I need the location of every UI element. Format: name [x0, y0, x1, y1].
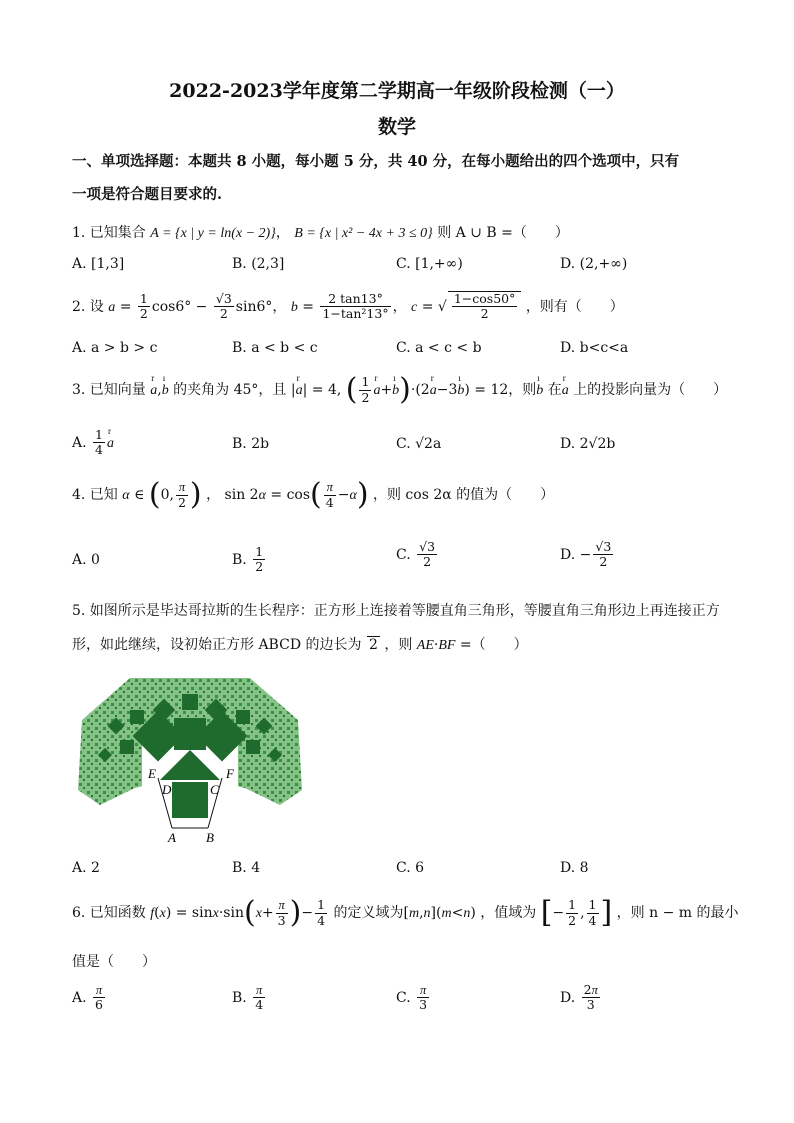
q5-option-d[interactable]: D. 8 — [560, 860, 589, 876]
q2-option-b[interactable]: B. a < b < c — [232, 340, 318, 356]
q6-option-c[interactable]: C. $\frac{\pi}{3}$ — [396, 983, 428, 1013]
q3-option-a[interactable]: A. $\frac{1}{4}$ r a — [72, 428, 114, 458]
figure-label-d: D — [162, 782, 172, 797]
question-3-stem: 3. 已知向量 r a,ı b 的夹角为 45°，且 |r a| = 4, ( $\frac{1}{2}$ r a+ı b)·(2r a−3ı b) = 12，则ı b 在r a 上的投影向量为（ ） — [72, 375, 727, 405]
question-6-stem: 6. 已知函数 f(x) = sinx·sin(x+ $\frac{\pi}{3}$ )− $\frac{1}{4}$ 的定义域为[m,n](m<n) ，值域为 [− $\frac{1}{2}$ , $\frac{1}{4}$ ] ，则 n − m 的最小 — [72, 895, 739, 930]
question-5-line2: 形，如此继续，设初始正方形 ABCD 的边长为 2 ，则 AE·BF =（ ） — [72, 637, 528, 653]
figure-label-e: E — [148, 766, 156, 781]
q1-option-b[interactable]: B. (2,3] — [232, 256, 285, 272]
q1-option-c[interactable]: C. [1,+∞) — [396, 256, 463, 272]
section-heading-line2: 一项是符合题目要求的. — [72, 186, 223, 203]
q1-option-a[interactable]: A. [1,3] — [72, 256, 125, 272]
q4-option-a[interactable]: A. 0 — [72, 552, 100, 568]
q2-option-d[interactable]: D. b<c<a — [560, 340, 629, 356]
q6-option-d[interactable]: D. $\frac{2\pi}{3}$ — [560, 982, 598, 1013]
q6-option-a[interactable]: A. $\frac{\pi}{6}$ — [72, 983, 103, 1013]
question-1-stem: 1. 已知集合 A = {x | y = ln(x − 2)}， B = {x | x² − 4x + 3 ≤ 0} 则 A ∪ B =（ ） — [72, 225, 569, 241]
q3-option-b[interactable]: B. 2b — [232, 436, 270, 452]
figure-label-b: B — [206, 830, 214, 845]
figure-label-a: A — [168, 830, 176, 845]
q4-option-c[interactable]: C. $\frac{√3}{2}$ — [396, 539, 436, 570]
q6-option-b[interactable]: B. $\frac{\pi}{4}$ — [232, 983, 264, 1013]
set-b: B = {x | x² − 4x + 3 ≤ 0} — [294, 226, 433, 241]
q2-option-c[interactable]: C. a < c < b — [396, 340, 482, 356]
q5-option-b[interactable]: B. 4 — [232, 860, 261, 876]
section-heading-line1: 一、单项选择题：本题共 8 小题，每小题 5 分，共 40 分，在每小题给出的四个选项中，只有 — [72, 153, 680, 170]
q1-option-d[interactable]: D. (2,+∞) — [560, 256, 628, 272]
subject-title: 数学 — [377, 116, 416, 138]
question-6-line2: 值是（ ） — [72, 954, 156, 970]
q3-option-d[interactable]: D. 2√2b — [560, 436, 616, 452]
pythagoras-tree-figure — [70, 670, 310, 850]
figure-label-f: F — [226, 766, 234, 781]
exam-title: 2022-2023学年度第二学期高一年级阶段检测（一） — [169, 80, 625, 102]
question-2-stem: 2. 设 a = $\frac{1}{2}$ cos6° − $\frac{√3}{2}$ sin6°， b = $\frac{2 \tan 13^\circ}{\text{1−tan²13°}}$ ， c = √ $\frac{1-\cos 50^\circ}{2}$ ，则有（ ） — [72, 291, 624, 322]
set-a: A = {x | y = ln(x − 2)} — [150, 226, 276, 241]
figure-label-c: C — [210, 782, 219, 797]
q3-option-c[interactable]: C. √2a — [396, 436, 442, 452]
q4-option-d[interactable]: D. − $\frac{√3}{2}$ — [560, 539, 612, 570]
q4-option-b[interactable]: B. $\frac{1}{2}$ — [232, 544, 264, 575]
q5-option-c[interactable]: C. 6 — [396, 860, 425, 876]
q2-option-a[interactable]: A. a > b > c — [72, 340, 158, 356]
question-4-stem: 4. 已知 α ∈ (0, $\frac{\pi}{2}$ ) ， sin 2α = cos( $\frac{\pi}{4}$ −α) ，则 cos 2α 的值为（ ） — [72, 477, 555, 512]
q5-option-a[interactable]: A. 2 — [72, 860, 100, 876]
question-5-line1: 5. 如图所示是毕达哥拉斯的生长程序：正方形上连接着等腰直角三角形，等腰直角三角形边上再连接正方 — [72, 603, 720, 619]
